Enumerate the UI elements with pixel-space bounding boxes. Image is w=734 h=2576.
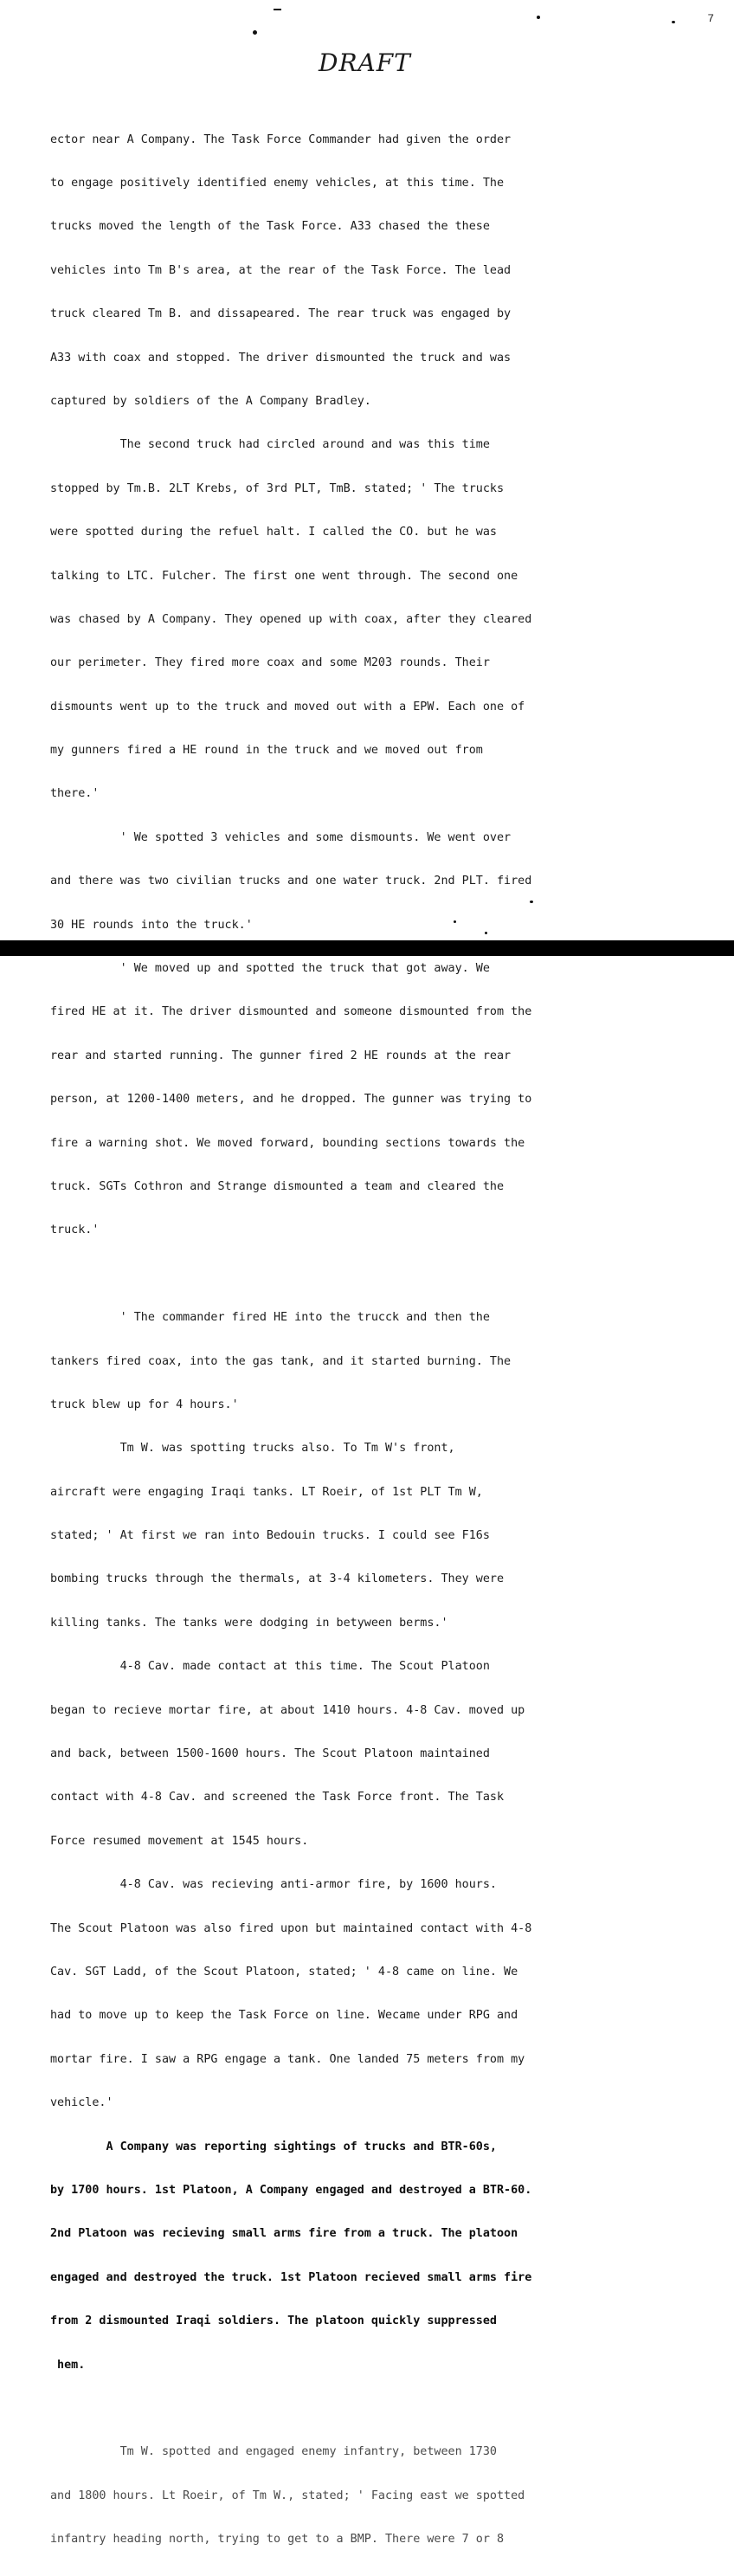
body-line: aircraft were engaging Iraqi tanks. LT Roeir, of 1st PLT Tm W, [50, 1485, 483, 1499]
body-line: vehicles into Tm B's area, at the rear of the Task Force. The lead [50, 263, 512, 277]
faint-line: and 1800 hours. Lt Roeir, of Tm W., stated; ' Facing east we spotted [50, 2489, 525, 2502]
scan-mark [274, 9, 281, 10]
scan-speck [253, 30, 257, 35]
body-line: were spotted during the refuel halt. I called the CO. but he was [50, 526, 497, 539]
body-line: killing tanks. The tanks were dodging in betyween berms.' [50, 1616, 448, 1630]
document-body [50, 104, 656, 2576]
body-line: contact with 4-8 Cav. and screened the Task Force front. The Task [50, 1791, 505, 1804]
body-line: trucks moved the length of the Task Force. A33 chased the these [50, 220, 490, 234]
faint-line: Tm W. spotted and engaged enemy infantry, between 1730 [50, 2445, 497, 2459]
body-line: A33 with coax and stopped. The driver dismounted the truck and was [50, 351, 512, 365]
body-line: ' We spotted 3 vehicles and some dismounts. We went over [50, 830, 512, 844]
body-line: stated; ' At first we ran into Bedouin trucks. I could see F16s [50, 1529, 490, 1543]
body-line: 4-8 Cav. was recieving anti-armor fire, by 1600 hours. [50, 1878, 497, 1892]
bold-line: 2nd Platoon was recieving small arms fire from a truck. The platoon [50, 2227, 518, 2241]
body-line: and back, between 1500-1600 hours. The Scout Platoon maintained [50, 1747, 490, 1761]
body-line: vehicle.' [50, 2096, 113, 2110]
faint-line: infantry heading north, trying to get to a BMP. There were 7 or 8 [50, 2533, 505, 2547]
scan-speck [537, 16, 540, 19]
page-number: 7 [707, 12, 715, 25]
body-line: Tm W. was spotting trucks also. To Tm W's front, [50, 1442, 455, 1456]
body-line: talking to LTC. Fulcher. The first one went through. The second one [50, 569, 518, 583]
body-line: stopped by Tm.B. 2LT Krebs, of 3rd PLT, TmB. stated; ' The trucks [50, 481, 505, 495]
bold-line: engaged and destroyed the truck. 1st Platoon recieved small arms fire [50, 2270, 532, 2284]
body-line: had to move up to keep the Task Force on line. Wecame under RPG and [50, 2009, 518, 2023]
body-line: mortar fire. I saw a RPG engage a tank. One landed 75 meters from my [50, 2052, 525, 2066]
scan-speck [454, 920, 456, 923]
body-line: was chased by A Company. They opened up with coax, after they cleared [50, 612, 532, 626]
bold-line: by 1700 hours. 1st Platoon, A Company engaged and destroyed a BTR-60. [50, 2183, 532, 2197]
body-line: Force resumed movement at 1545 hours. [50, 1834, 309, 1848]
body-line: person, at 1200-1400 meters, and he dropped. The gunner was trying to [50, 1093, 532, 1107]
body-line: Cav. SGT Ladd, of the Scout Platoon, stated; ' 4-8 came on line. We [50, 1966, 518, 1979]
body-line: 4-8 Cav. made contact at this time. The Scout Platoon [50, 1660, 490, 1674]
body-line: fire a warning shot. We moved forward, bounding sections towards the [50, 1136, 525, 1150]
body-line: The second truck had circled around and was this time [50, 438, 490, 452]
body-line: The Scout Platoon was also fired upon but maintained contact with 4-8 [50, 1921, 532, 1935]
draft-stamp: DRAFT [319, 48, 411, 77]
scan-speck [485, 932, 487, 934]
faint-line [50, 2402, 656, 2417]
body-line: truck cleared Tm B. and dissapeared. The rear truck was engaged by [50, 307, 512, 321]
body-line: ' The commander fired HE into the trucck and then the [50, 1311, 490, 1325]
body-line: our perimeter. They fired more coax and some M203 rounds. Their [50, 656, 490, 670]
body-line: truck.' [50, 1223, 100, 1237]
body-line: truck. SGTs Cothron and Strange dismounted a team and cleared the [50, 1179, 505, 1193]
body-line: ector near A Company. The Task Force Commander had given the order [50, 132, 512, 146]
body-line: 30 HE rounds into the truck.' [50, 918, 253, 932]
bold-line: A Company was reporting sightings of trucks and BTR-60s, [50, 2140, 497, 2153]
body-line: ' We moved up and spotted the truck that got away. We [50, 962, 490, 976]
scan-border [0, 940, 734, 956]
body-line: there.' [50, 787, 100, 801]
body-line: began to recieve mortar fire, at about 1410 hours. 4-8 Cav. moved up [50, 1703, 525, 1717]
body-line: my gunners fired a HE round in the truck and we moved out from [50, 744, 483, 758]
body-line: to engage positively identified enemy vehicles, at this time. The [50, 176, 505, 190]
bold-line: hem. [50, 2358, 86, 2372]
scan-speck [530, 901, 533, 903]
scan-speck [672, 21, 675, 23]
body-line: captured by soldiers of the A Company Bradley. [50, 394, 371, 408]
body-line: dismounts went up to the truck and moved out with a EPW. Each one of [50, 700, 525, 713]
body-line: and there was two civilian trucks and one water truck. 2nd PLT. fired [50, 875, 532, 888]
body-line: rear and started running. The gunner fired 2 HE rounds at the rear [50, 1049, 512, 1062]
body-line: bombing trucks through the thermals, at 3-4 kilometers. They were [50, 1572, 505, 1586]
body-line [50, 1268, 656, 1282]
bold-line: from 2 dismounted Iraqi soldiers. The platoon quickly suppressed [50, 2315, 497, 2328]
body-line: tankers fired coax, into the gas tank, and it started burning. The [50, 1354, 512, 1368]
body-line: fired HE at it. The driver dismounted and someone dismounted from the [50, 1005, 532, 1019]
body-line: truck blew up for 4 hours.' [50, 1398, 239, 1411]
